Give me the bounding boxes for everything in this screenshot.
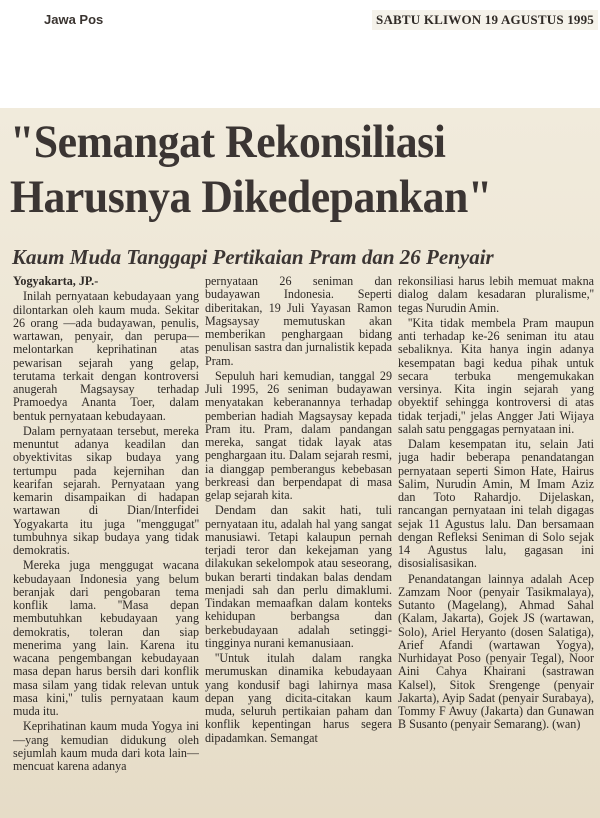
publication-date: SABTU KLIWON 19 AGUSTUS 1995: [372, 10, 598, 30]
dateline: Yogyakarta, JP.-: [13, 275, 99, 288]
paragraph: Keprihatinan kaum muda Yogya ini —yang kemudian didukung oleh sejumlah kaum muda dari kota lain— mencuat karena adanya: [13, 719, 199, 773]
paragraph: ''Untuk itulah dalam rangka merumuskan dinamika kebudayaan yang kondusif bagi lahirnya masa depan yang dicita-citakan kaum muda, seluruh pertikaian paham dan konflik kepentingan harus segera dipadamkan. Semangat: [205, 651, 392, 745]
paragraph: pernyataan 26 seniman dan budayawan Indonesia. Seperti diberitakan, 19 Juli Yayasan Ramon Magsaysay memutuskan akan memberikan penghargaan bidang penulisan sastra dan jurnalistik kepada Pram.: [205, 275, 392, 368]
paragraph: rekonsiliasi harus lebih memuat makna dialog dalam kesadaran pluralisme,'' tegas Nurudin Amin.: [398, 275, 594, 315]
subheadline: Kaum Muda Tanggapi Pertikaian Pram dan 26 Penyair: [12, 245, 494, 269]
paragraph: Mereka juga menggugat wacana kebudayaan Indonesia yang belum beranjak dari pengobaran tema konflik lama. ''Masa depan membutuhkan kebudayaan yang demokratis, toleran dan siap menerima yang lain. Karena itu wacana pengembangan kebudayaan masa depan harus bersih dari konflik masa silam yang tidak relevan untuk masa kini,'' tulis pernyataan kaum muda itu.: [13, 558, 199, 718]
article-column-2: [205, 275, 392, 818]
article-column-3: [398, 275, 594, 818]
newspaper-source: Jawa Pos: [44, 12, 104, 27]
paragraph: Dalam pernyataan tersebut, mereka menuntut adanya keadilan dan obyektivitas sikap budaya yang tertumpu pada kejernihan dan kearifan sejarah. Pernyataan yang kemarin disampaikan di hadapan wartawan di Dian/Interfidei Yogyakarta itu juga ''menggugat'' tumbuhnya sikap budaya yang tidak demokratis.: [13, 423, 199, 557]
headline-line-1: "Semangat Rekonsiliasi: [10, 116, 446, 168]
paragraph: Dendam dan sakit hati, tuli pernyataan itu, adalah hal yang sangat manusiawi. Tetapi kalaupun pernah terjadi teror dan kekejaman yang dilakukan sekelompok atau seseorang, bukan berarti tindakan balas dendam menjadi sah dan perlu dimaklumi. Tindakan memaafkan dalam konteks kehidupan berbangsa dan berkebudayaan adalah setinggi-tingginya nurani kemanusiaan.: [205, 503, 392, 650]
paragraph: Dalam kesempatan itu, selain Jati juga hadir beberapa penandatangan pernyataan seperti Simon Hate, Hairus Salim, Nurudin Amin, M Imam Aziz dan Toto Rahardjo. Dijelaskan, rancangan pernyataan ini telah digagas sejak 11 Agustus lalu. Dan bersamaan dengan Refleksi Seniman di Solo sejak 14 Agustus lalu, gagasan ini disosialisasikan.: [398, 437, 594, 571]
article-column-1: [13, 275, 199, 818]
headline-line-2: Harusnya Dikedepankan": [10, 171, 492, 223]
paragraph: Sepuluh hari kemudian, tanggal 29 Juli 1995, 26 seniman budayawan menyatakan keberanannya terhadap pemberian hadiah Magsaysay kepada Pram itu. Pram, dalam pandangan mereka, sangat tidak layak atas penghargaan itu. Dalam sejarah resmi, ia dianggap pemberangus kebebasan berkreasi dan berpendapat di masa gelap sejarah kita.: [205, 368, 392, 502]
headline: [10, 115, 554, 225]
paragraph: Inilah pernyataan kebudayaan yang dilontarkan oleh kaum muda. Sekitar 26 orang —ada budayawan, penulis, wartawan, penyair, dan perupa— melontarkan keprihatinan atas pewarisan sejarah yang gelap, terutama terkait dengan kontroversi anugerah Magsaysay terhadap Pramoedya Ananta Toer, dalam bentuk pernyataan kebudayaan.: [13, 289, 199, 423]
paragraph: Penandatangan lainnya adalah Acep Zamzam Noor (penyair Tasikmalaya), Sutanto (Magelang), Ahmad Sahal (Kalam, Jakarta), Gojek JS (wartawan, Solo), Ariel Heryanto (dosen Salatiga), Arief Afandi (wartawan Yogya), Nurhidayat Poso (penyair Tegal), Noor Aini Cahya Khairani (sastrawan Kalsel), Sitok Srengenge (penyair Jakarta), Ayip Sadat (penyair Surabaya), Tommy F Awuy (Jakarta) dan Gunawan B Susanto (penyair Semarang). (wan): [398, 571, 594, 732]
clipping-header: [0, 0, 600, 96]
paragraph: ''Kita tidak membela Pram maupun anti terhadap ke-26 seniman itu atau sebaliknya. Kita hanya ingin adanya kesempatan bagi kedua pihak untuk secara terbuka mengemukakan versinya. Kita ingin sejarah yang obyektif sehingga kontroversi di atas tidak terjadi,'' jelas Angger Jati Wijaya salah satu penggagas pernyataan ini.: [398, 315, 594, 436]
